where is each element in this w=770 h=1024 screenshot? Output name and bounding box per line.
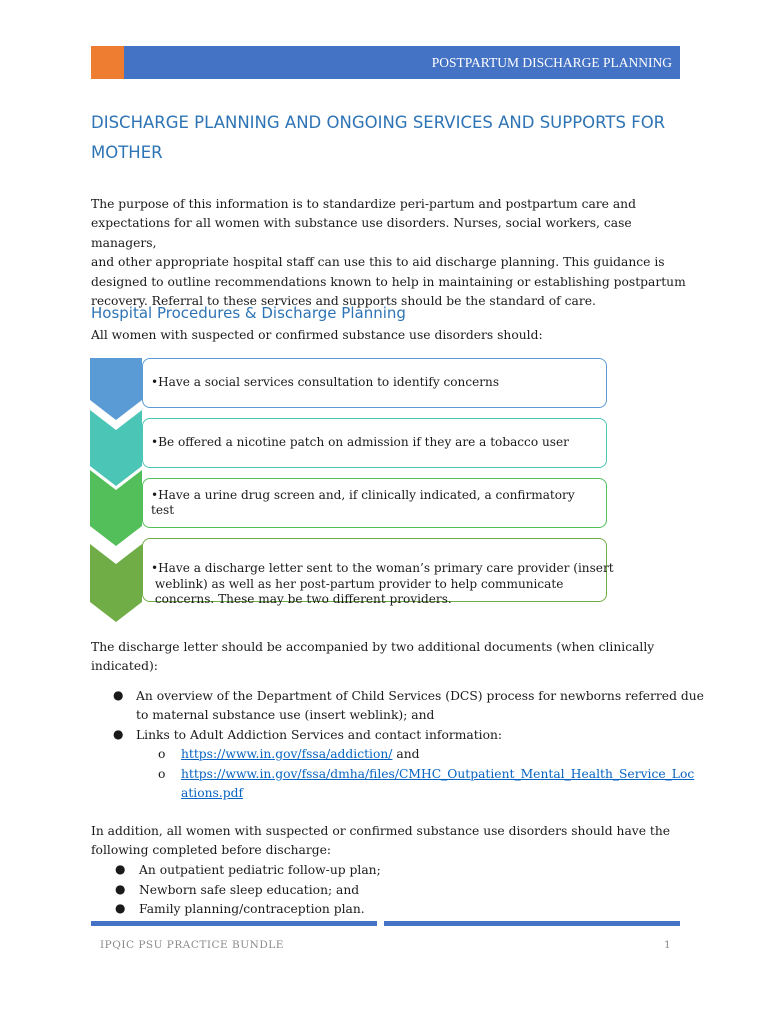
list-item (136, 687, 704, 726)
list-item: Links to Adult Addiction Services and contact information: (136, 728, 503, 742)
addiction-link[interactable]: https://www.in.gov/fssa/addiction/ (181, 747, 393, 761)
step-text: •Be offered a nicotine patch on admission if they are a tobacco user (151, 435, 569, 450)
sub-list-item (181, 745, 420, 764)
additional-line: In addition, all women with suspected or confirmed substance use disorders should have the (91, 824, 671, 838)
page-number: 1 (664, 939, 671, 951)
bullet-icon: ● (113, 727, 124, 741)
step-text-line: •Have a discharge letter sent to the woman’s primary care provider (insert (151, 561, 614, 576)
intro-line: and other appropriate hospital staff can use this to aid discharge planning. This guidance is (91, 255, 665, 270)
list-item-line: An overview of the Department of Child Services (DCS) process for newborns referred due (136, 689, 704, 703)
step-box-2 (142, 418, 607, 468)
footer-rule-right (384, 921, 680, 926)
step-text: •Have a urine drug screen and, if clinically indicated, a confirmatory test (151, 487, 575, 517)
additional-paragraph (91, 822, 691, 861)
header-accent-block (91, 46, 124, 79)
letter-paragraph (91, 638, 691, 677)
chevron-column (90, 356, 150, 624)
page-title (91, 108, 681, 168)
intro-line: designed to outline recommendations known to help in maintaining or establishing postpartum (91, 274, 686, 289)
footer-label: IPQIC PSU PRACTICE BUNDLE (100, 939, 284, 951)
bullet-icon: ● (115, 901, 126, 915)
step-box-3 (142, 478, 607, 528)
section-heading: Hospital Procedures & Discharge Planning (91, 304, 406, 322)
list-item: Newborn safe sleep education; and (139, 883, 360, 897)
step-text (151, 546, 614, 608)
sub-list-item (181, 765, 694, 804)
list-item-line: to maternal substance use (insert weblink); and (136, 708, 435, 723)
list-item: An outpatient pediatric follow-up plan; (139, 863, 381, 877)
cmhc-link[interactable] (181, 767, 694, 800)
chevron-step-1 (90, 358, 142, 420)
step-text-line: weblink) as well as her post-partum provider to help communicate (151, 576, 564, 591)
intro-line: expectations for all women with substance use disorders. Nurses, social workers, case managers, (91, 216, 632, 250)
link-line[interactable]: ations.pdf (181, 786, 244, 801)
chevron-step-2 (90, 410, 142, 486)
list-item: Family planning/contraception plan. (139, 902, 365, 916)
process-diagram (90, 356, 614, 624)
link-suffix: and (392, 747, 420, 761)
bullet-icon: ● (113, 688, 124, 702)
header-title: POSTPARTUM DISCHARGE PLANNING (431, 55, 672, 70)
step-text: •Have a social services consultation to identify concerns (151, 375, 500, 390)
link-line[interactable]: https://www.in.gov/fssa/dmha/files/CMHC_Outpatient_Mental_Health_Service_Loc (181, 767, 695, 781)
header-bar (124, 46, 680, 79)
letter-line: The discharge letter should be accompanied by two additional documents (when clinically (91, 640, 655, 654)
step-text-line: concerns. These may be two different providers. (151, 592, 452, 607)
step-box-1 (142, 358, 607, 408)
intro-paragraph (91, 195, 691, 311)
page-title-line: MOTHER (91, 143, 163, 162)
letter-line: indicated): (91, 659, 158, 674)
additional-line: following completed before discharge: (91, 843, 332, 858)
step-box-4 (142, 538, 614, 607)
intro-line: recovery. Referral to these services and supports should be the standard of care. (91, 294, 596, 309)
bullet-icon: ● (115, 882, 126, 896)
sub-bullet-marker: o (158, 747, 166, 761)
sub-bullet-marker: o (158, 767, 166, 781)
page-title-line: DISCHARGE PLANNING AND ONGOING SERVICES AND SUPPORTS FOR (91, 113, 666, 132)
footer-rule-left (91, 921, 377, 926)
section-lead: All women with suspected or confirmed substance use disorders should: (91, 328, 543, 342)
chevron-step-4 (90, 544, 142, 622)
intro-line: The purpose of this information is to standardize peri-partum and postpartum care and (91, 197, 636, 211)
bullet-icon: ● (115, 862, 126, 876)
